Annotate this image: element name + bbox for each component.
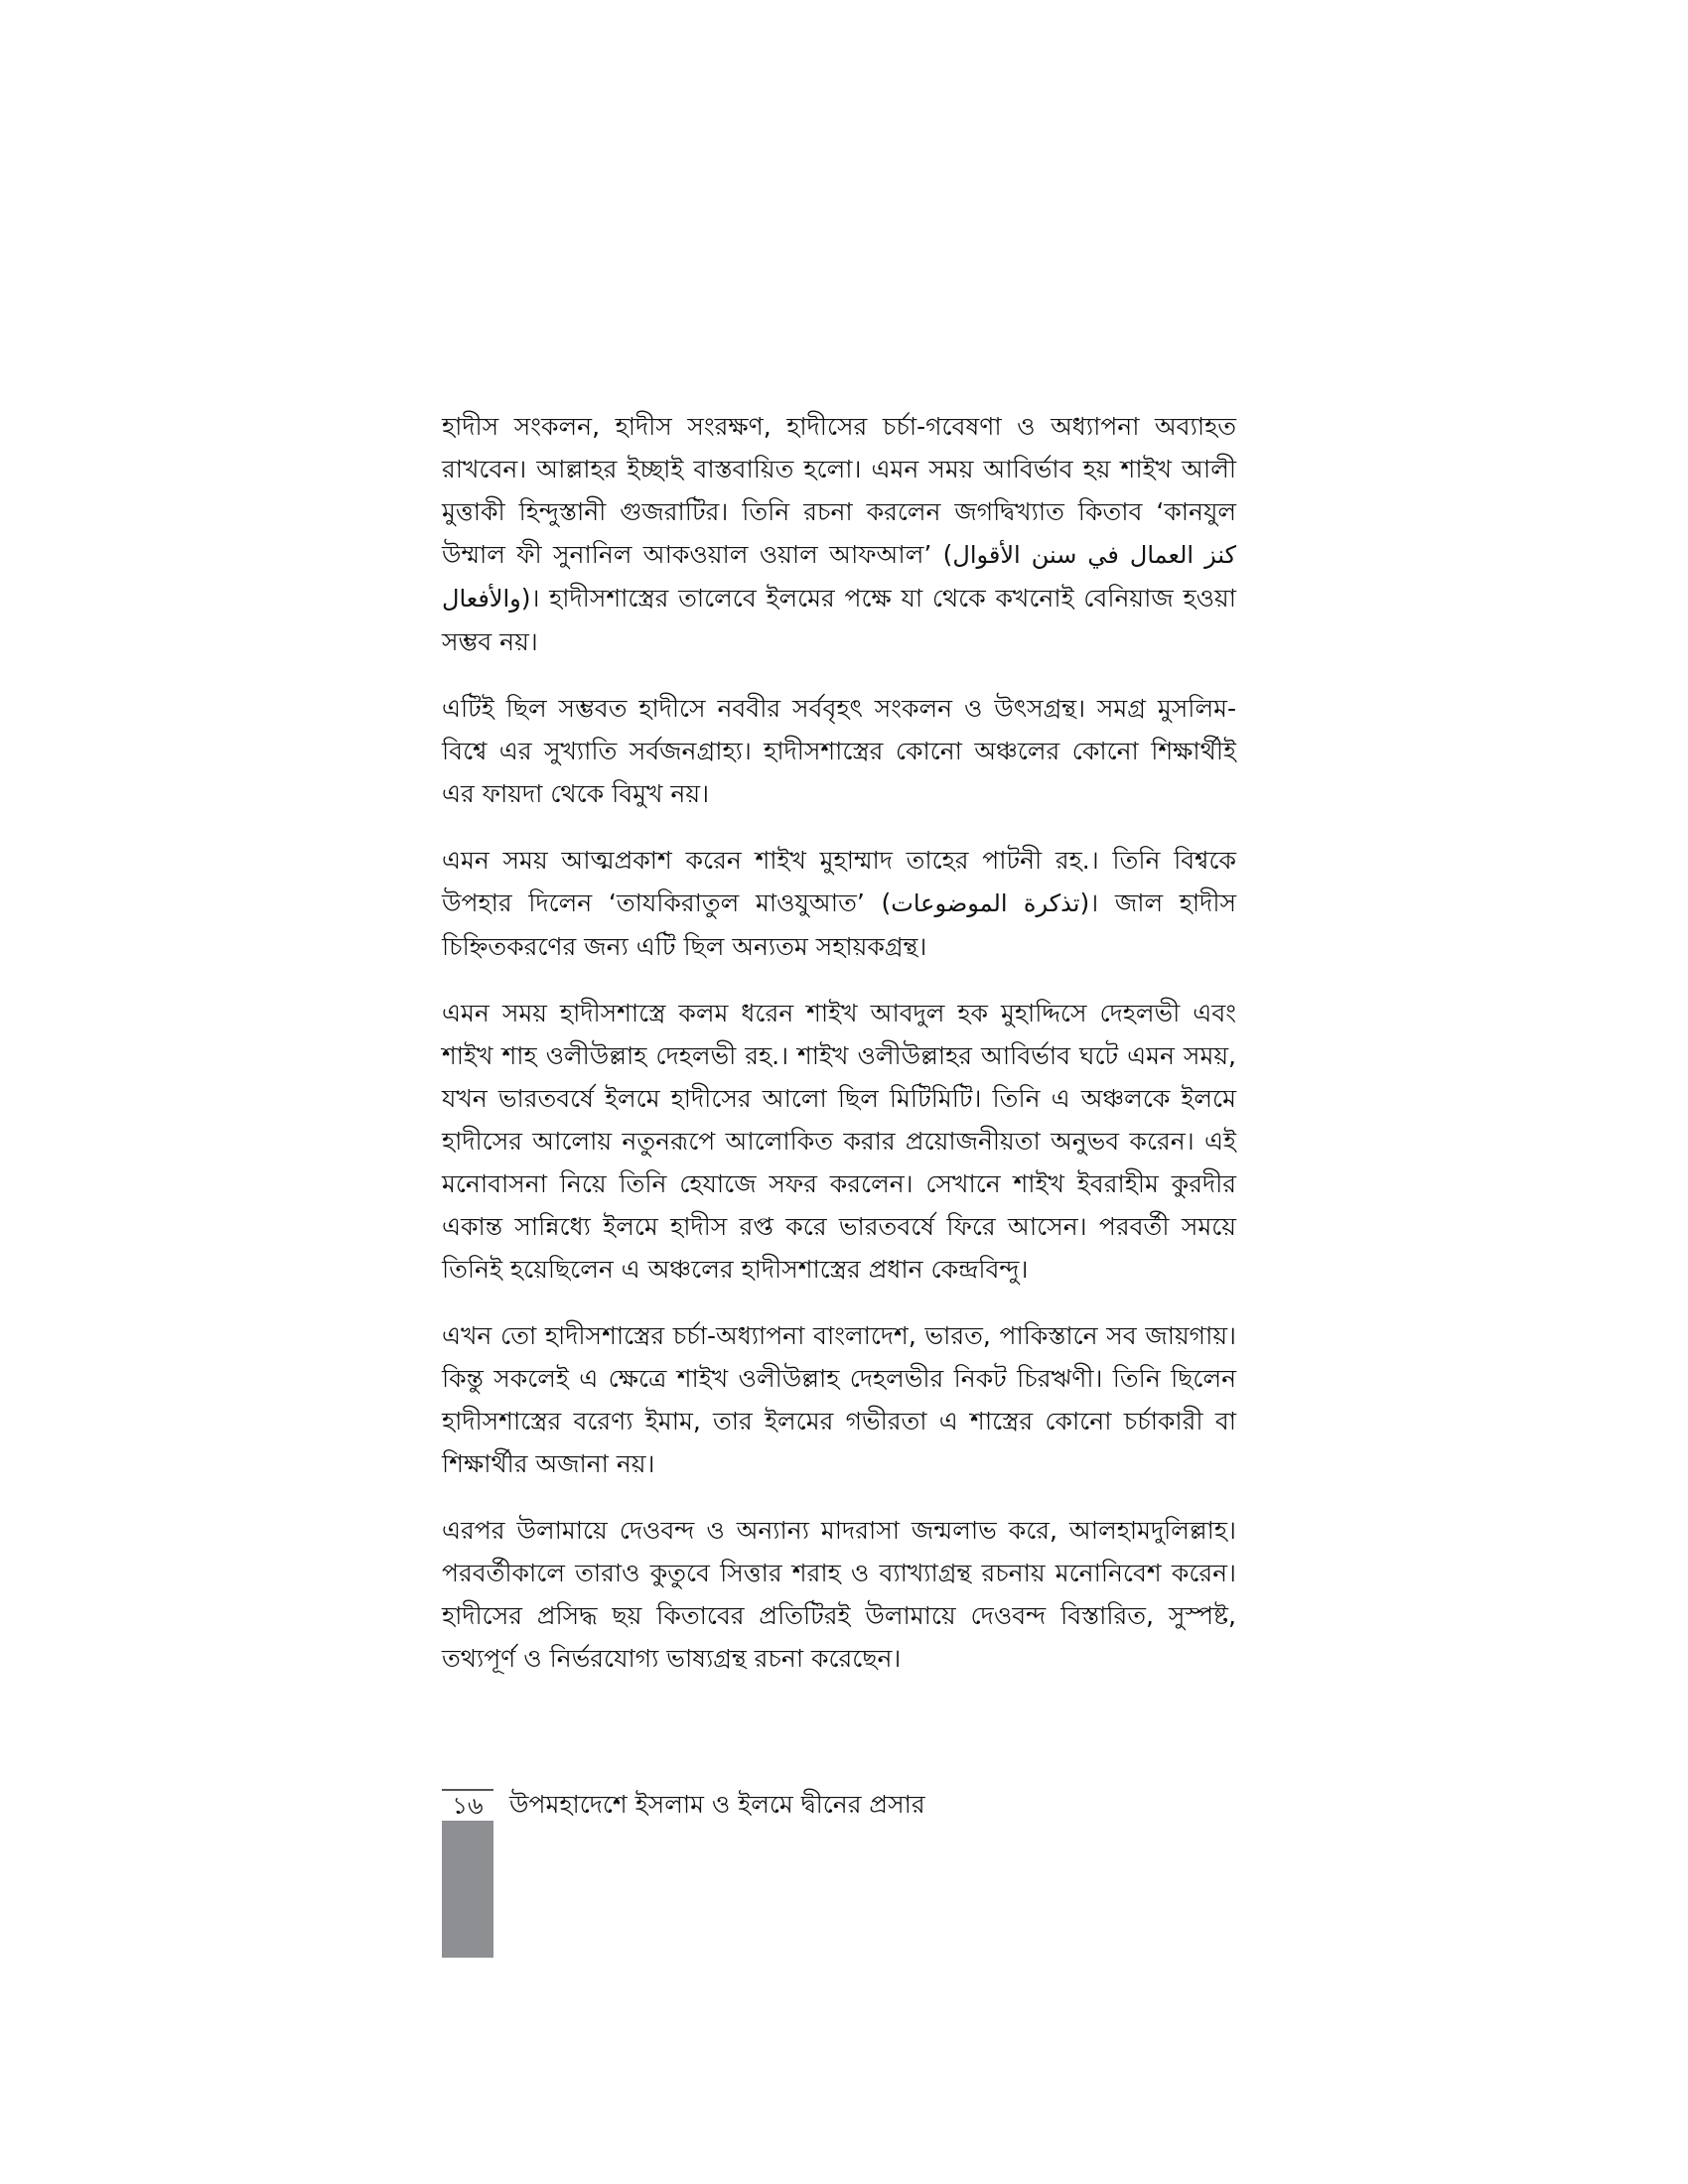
page-edge-tab: [442, 1821, 493, 1958]
arabic-title-tazkiratul-mawduat: تذكرة الموضوعات: [891, 889, 1080, 917]
page-number: ১৬: [442, 1789, 493, 1821]
arabic-title-kanzul-ummal: كنز العمال في سنن الأقوال والأفعال: [442, 541, 1236, 613]
paragraph-6: এরপর উলামায়ে দেওবন্দ ও অন্যান্য মাদরাসা জন্মলাভ করে, আলহামদুলিল্লাহ। পরবর্তীকালে তারাও কুতুবে সিত্তার শরাহ ও ব্যাখ্যাগ্রন্থ রচনায় মনোনিবেশ করেন। হাদীসের প্রসিদ্ধ ছয় কিতাবের প্রতিটিরই উলামায়ে দেওবন্দ বিস্তারিত, সুস্পষ্ট, তথ্যপূর্ণ ও নির্ভরযোগ্য ভাষ্যগ্রন্থ রচনা করেছেন।: [442, 1516, 1236, 1673]
paragraph-3-text-end: )। জাল হাদীস চিহ্নিতকরণের জন্য এটি ছিল অন্যতম সহায়কগ্রন্থ।: [442, 888, 1236, 961]
paragraph-5: এখন তো হাদীসশাস্ত্রের চর্চা-অধ্যাপনা বাংলাদেশ, ভারত, পাকিস্তানে সব জায়গায়। কিন্তু সকলেই এ ক্ষেত্রে শাইখ ওলীউল্লাহ দেহলভীর নিকট চিরঋণী। তিনি ছিলেন হাদীসশাস্ত্রের বরেণ্য ইমাম, তার ইলমের গভীরতা এ শাস্ত্রের কোনো চর্চাকারী বা শিক্ষার্থীর অজানা নয়।: [442, 1321, 1236, 1478]
paragraph-1-text-end: )। হাদীসশাস্ত্রের তালেবে ইলমের পক্ষে যা থেকে কখনোই বেনিয়াজ হওয়া সম্ভব নয়।: [442, 584, 1236, 656]
paragraph-3: [442, 839, 1236, 968]
running-book-title: উপমহাদেশে ইসলাম ও ইলমে দ্বীনের প্রসার: [509, 1790, 925, 1819]
body-text: [442, 405, 1236, 1704]
paragraph-1-text-start: হাদীস সংকলন, হাদীস সংরক্ষণ, হাদীসের চর্চা-গবেষণা ও অধ্যাপনা অব্যাহত রাখবেন। আল্লাহর ইচ্ছাই বাস্তবায়িত হলো। এমন সময় আবির্ভাব হয় শাইখ আলী মুত্তাকী হিন্দুস্তানী গুজরাটির। তিনি রচনা করলেন জগদ্বিখ্যাত কিতাব ‘কানযুল উম্মাল ফী সুনানিল আকওয়াল ওয়াল আফআল’ (: [442, 412, 1236, 569]
paragraph-2: এটিই ছিল সম্ভবত হাদীসে নববীর সর্ববৃহৎ সংকলন ও উৎসগ্রন্থ। সমগ্র মুসলিম-বিশ্বে এর সুখ্যাতি সর্বজনগ্রাহ্য। হাদীসশাস্ত্রের কোনো অঞ্চলের কোনো শিক্ষার্থীই এর ফায়দা থেকে বিমুখ নয়।: [442, 694, 1236, 808]
paragraph-4: এমন সময় হাদীসশাস্ত্রে কলম ধরেন শাইখ আবদুল হক মুহাদ্দিসে দেহলভী এবং শাইখ শাহ ওলীউল্লাহ দেহলভী রহ.। শাইখ ওলীউল্লাহর আবির্ভাব ঘটে এমন সময়, যখন ভারতবর্ষে ইলমে হাদীসের আলো ছিল মিটিমিটি। তিনি এ অঞ্চলকে ইলমে হাদীসের আলোয় নতুনরূপে আলোকিত করার প্রয়োজনীয়তা অনুভব করেন। এই মনোবাসনা নিয়ে তিনি হেযাজে সফর করলেন। সেখানে শাইখ ইবরাহীম কুরদীর একান্ত সান্নিধ্যে ইলমে হাদীস রপ্ত করে ভারতবর্ষে ফিরে আসেন। পরবর্তী সময়ে তিনিই হয়েছিলেন এ অঞ্চলের হাদীসশাস্ত্রের প্রধান কেন্দ্রবিন্দু।: [442, 999, 1236, 1284]
paragraph-1: [442, 405, 1236, 663]
paragraph-3-text-start: এমন সময় আত্মপ্রকাশ করেন শাইখ মুহাম্মাদ তাহের পাটনী রহ.। তিনি বিশ্বকে উপহার দিলেন ‘তাযকিরাতুল মাওযুআত’ (: [442, 846, 1236, 917]
page-footer: [442, 1789, 1236, 1958]
